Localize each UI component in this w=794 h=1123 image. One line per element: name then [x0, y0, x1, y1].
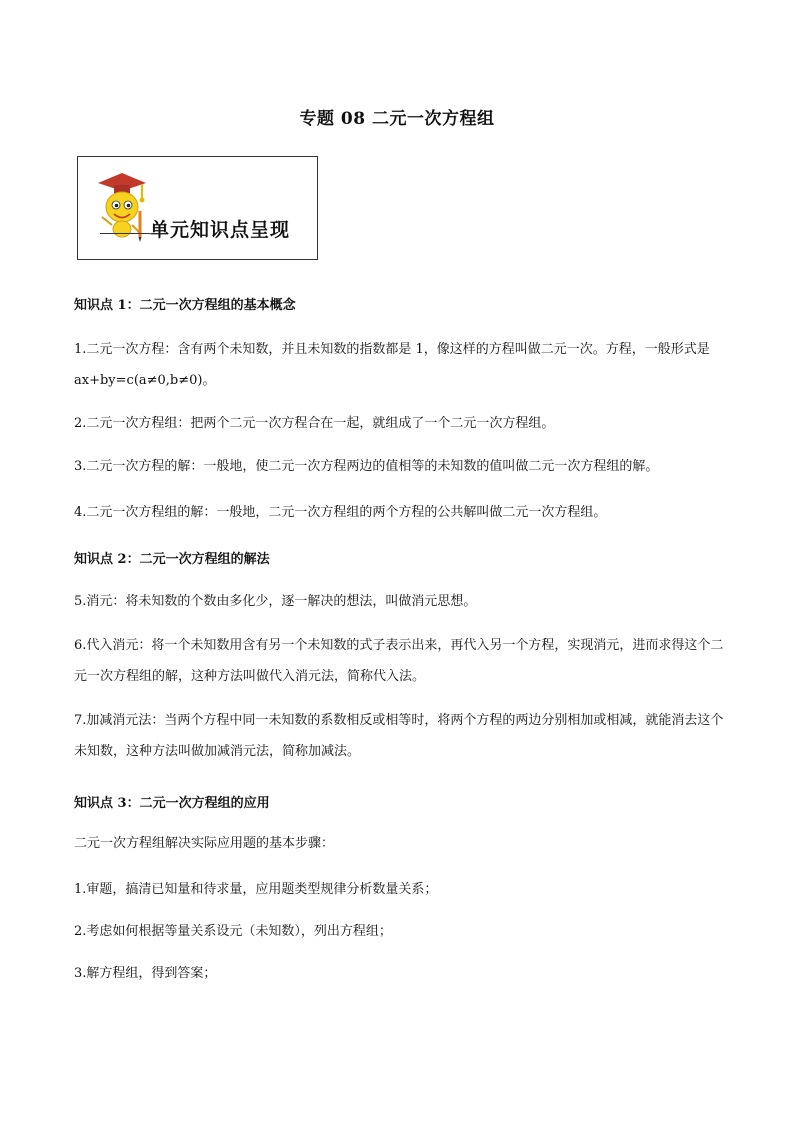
list-item: 5.消元：将未知数的个数由多化少，逐一解决的想法，叫做消元思想。	[74, 594, 477, 609]
list-item: 7.加减消元法：当两个方程中同一未知数的系数相反或相等时，将两个方程的两边分别相加或相减，就能消去这个未知数，这种方法叫做加减消元法，简称加减法。	[74, 713, 724, 759]
list-item: 1.二元一次方程：含有两个未知数，并且未知数的指数都是 1，像这样的方程叫做二元一次。方程，一般形式是 ax+by=c(a≠0,b≠0)。	[74, 342, 710, 388]
section-heading-1: 知识点 1：二元一次方程组的基本概念	[74, 298, 296, 313]
list-item: 2.二元一次方程组：把两个二元一次方程合在一起，就组成了一个二元一次方程组。	[74, 416, 555, 431]
list-item: 4.二元一次方程组的解：一般地，二元一次方程组的两个方程的公共解叫做二元一次方程组。	[74, 505, 607, 520]
list-item: 1.审题，搞清已知量和待求量，应用题类型规律分析数量关系；	[74, 882, 438, 897]
page-title: 专题 08 二元一次方程组	[299, 109, 495, 129]
list-item: 3.解方程组，得到答案；	[74, 966, 217, 981]
banner-title: 单元知识点呈现	[150, 219, 291, 241]
list-item: 6.代入消元：将一个未知数用含有另一个未知数的式子表示出来，再代入另一个方程，实现消元，进而求得这个二元一次方程组的解，这种方法叫做代入消元法，简称代入法。	[74, 638, 724, 684]
list-item: 二元一次方程组解决实际应用题的基本步骤：	[74, 836, 335, 851]
list-item: 2.考虑如何根据等量关系设元（未知数），列出方程组；	[74, 924, 392, 939]
section-heading-2: 知识点 2：二元一次方程组的解法	[74, 552, 270, 567]
section-heading-3: 知识点 3：二元一次方程组的应用	[74, 796, 270, 811]
banner-underline	[100, 233, 150, 234]
unit-banner	[77, 156, 318, 260]
list-item: 3.二元一次方程的解：一般地，使二元一次方程两边的值相等的未知数的值叫做二元一次方程组的解。	[74, 459, 659, 474]
graduate-mascot-icon	[92, 167, 148, 247]
